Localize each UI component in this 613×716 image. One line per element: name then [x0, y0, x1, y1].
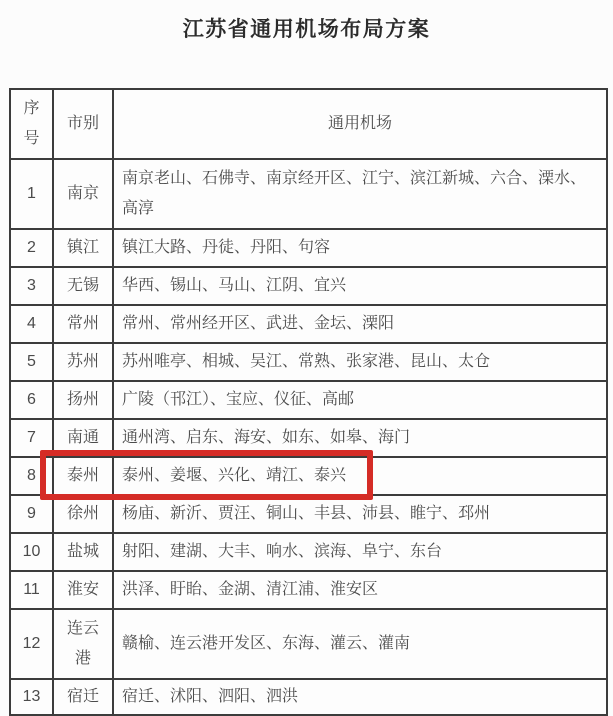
row-index-cell: 5: [10, 343, 53, 381]
table-row: [10, 679, 607, 715]
row-index-cell: 7: [10, 419, 53, 457]
row-index-cell: 12: [10, 609, 53, 679]
row-index-cell: 3: [10, 267, 53, 305]
table-row: [10, 229, 607, 267]
row-index-cell: 13: [10, 679, 53, 715]
airports-cell: 华西、锡山、马山、江阴、宜兴: [113, 267, 607, 305]
table-row: [10, 571, 607, 609]
page-title: 江苏省通用机场布局方案: [182, 17, 431, 41]
airports-cell: 通州湾、启东、海安、如东、如皋、海门: [113, 419, 607, 457]
table-row: [10, 159, 607, 229]
col-header-index: 序号: [10, 89, 53, 159]
row-index-cell: 4: [10, 305, 53, 343]
row-index-cell: 10: [10, 533, 53, 571]
table-row: [10, 609, 607, 679]
table-row: [10, 267, 607, 305]
airports-table: [9, 88, 608, 716]
city-cell: 扬州: [53, 381, 113, 419]
row-index-cell: 2: [10, 229, 53, 267]
col-header-city: 市别: [53, 89, 113, 159]
row-index-cell: 8: [10, 457, 53, 495]
city-cell: 南通: [53, 419, 113, 457]
city-cell: 南京: [53, 159, 113, 229]
row-index-cell: 9: [10, 495, 53, 533]
airports-cell: 南京老山、石佛寺、南京经开区、江宁、滨江新城、六合、溧水、高淳: [113, 159, 607, 229]
airports-cell: 苏州唯亭、相城、吴江、常熟、张家港、昆山、太仓: [113, 343, 607, 381]
city-cell: 常州: [53, 305, 113, 343]
city-cell: 徐州: [53, 495, 113, 533]
table-row: [10, 381, 607, 419]
airports-cell: 赣榆、连云港开发区、东海、灌云、灌南: [113, 609, 607, 679]
airports-cell: 镇江大路、丹徒、丹阳、句容: [113, 229, 607, 267]
city-cell: 苏州: [53, 343, 113, 381]
row-index-cell: 6: [10, 381, 53, 419]
airports-cell: 射阳、建湖、大丰、响水、滨海、阜宁、东台: [113, 533, 607, 571]
city-cell: 宿迁: [53, 679, 113, 715]
airports-cell: 杨庙、新沂、贾汪、铜山、丰县、沛县、睢宁、邳州: [113, 495, 607, 533]
table-row: [10, 533, 607, 571]
table-row: [10, 495, 607, 533]
airports-cell: 泰州、姜堰、兴化、靖江、泰兴: [113, 457, 607, 495]
header-row: [10, 89, 607, 159]
city-cell: 盐城: [53, 533, 113, 571]
city-cell: 泰州: [53, 457, 113, 495]
row-index-cell: 1: [10, 159, 53, 229]
city-cell: 淮安: [53, 571, 113, 609]
airports-cell: 广陵（邗江）、宝应、仪征、高邮: [113, 381, 607, 419]
row-index-cell: 11: [10, 571, 53, 609]
table-row: [10, 419, 607, 457]
airports-cell: 宿迁、沭阳、泗阳、泗洪: [113, 679, 607, 715]
city-cell: 镇江: [53, 229, 113, 267]
col-header-airports: 通用机场: [113, 89, 607, 159]
table-row-highlighted: [10, 457, 607, 495]
city-cell: 无锡: [53, 267, 113, 305]
table-row: [10, 305, 607, 343]
airports-cell: 常州、常州经开区、武进、金坛、溧阳: [113, 305, 607, 343]
city-cell: 连云港: [53, 609, 113, 679]
airports-cell: 洪泽、盱眙、金湖、清江浦、淮安区: [113, 571, 607, 609]
table-row: [10, 343, 607, 381]
